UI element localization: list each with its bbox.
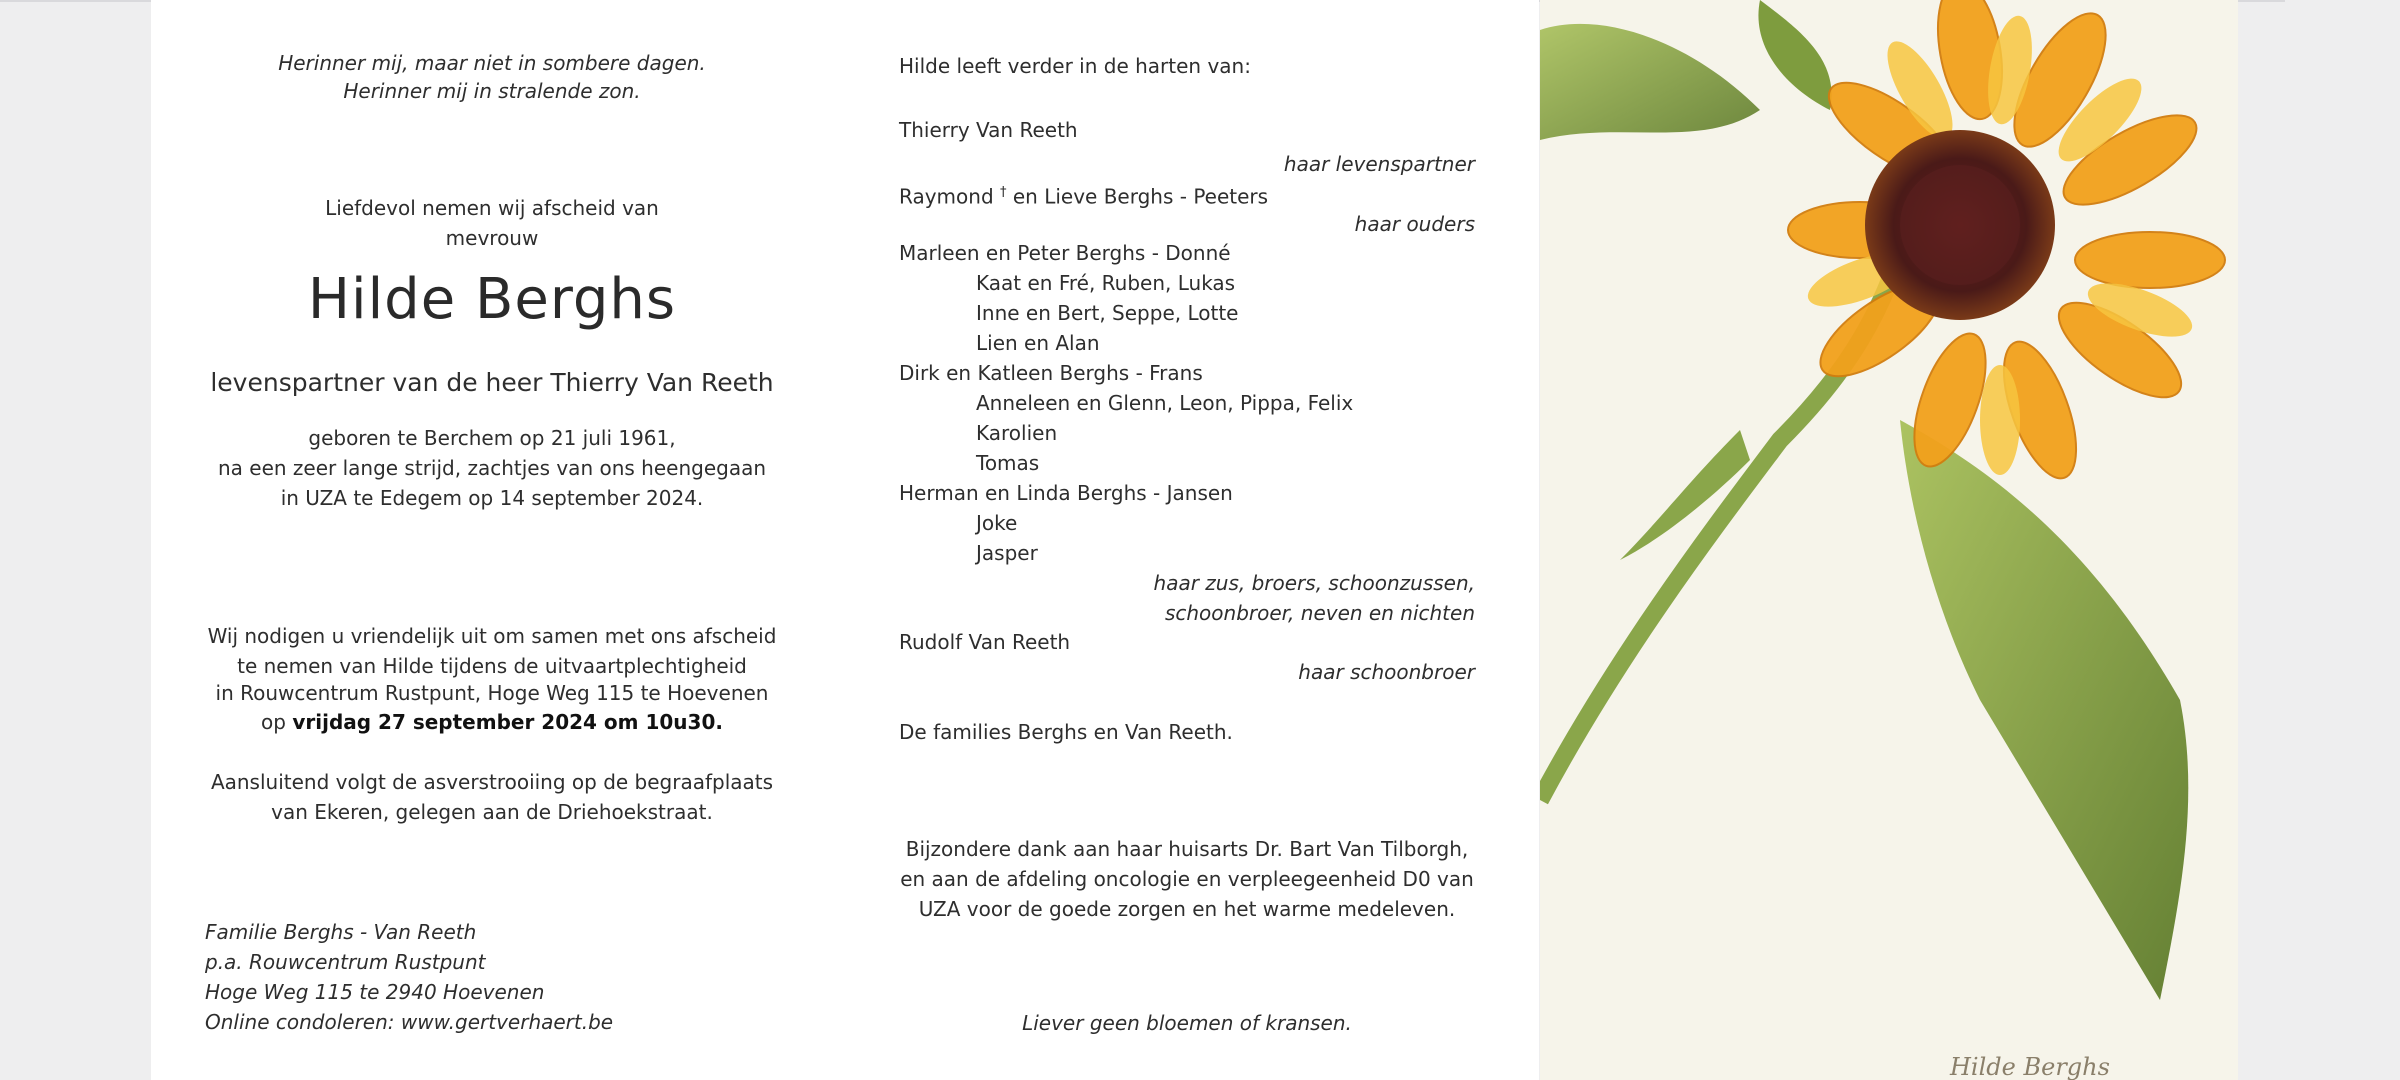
family-line: Marleen en Peter Berghs - Donné [899,241,1231,265]
invite-op: op [261,710,286,734]
address-line-4: Online condoleren: www.gertverhaert.be [205,1010,614,1034]
invite-line-3: in Rouwcentrum Rustpunt, Hoge Weg 115 te Hoevenen [215,681,769,705]
siblings-role-1: haar zus, broers, schoonzussen, [1153,571,1475,595]
thanks-line-3: UZA voor de goede zorgen en het warme medeleven. [918,897,1456,921]
parents-line [899,178,1268,212]
partner-role: haar levenspartner [1283,152,1475,176]
parents-father: Raymond [899,184,994,209]
sunflower-icon [1540,0,2238,1080]
partner-name: Thierry Van Reeth [899,118,1078,142]
family-line: Inne en Bert, Seppe, Lotte [976,301,1239,325]
partner-line: levenspartner van de heer Thierry Van Reeth [210,368,774,397]
family-line: Joke [976,511,1018,535]
cross-symbol: † [1000,185,1007,200]
svg-text:Hilde Berghs: Hilde Berghs [1950,1053,2110,1080]
invite-line-1: Wij nodigen u vriendelijk uit om samen met ons afscheid [207,624,777,648]
family-line: Herman en Linda Berghs - Jansen [899,481,1233,505]
thanks-line-2: en aan de afdeling oncologie en verpleegeenheid D0 van [900,867,1474,891]
scatter-line-1: Aansluitend volgt de asverstrooiing op de begraafplaats [210,770,774,794]
siblings-role-2: schoonbroer, neven en nichten [1164,601,1475,625]
invite-date-line [151,707,833,737]
intro-line-2: mevrouw [445,226,539,250]
quote-line-1: Herinner mij, maar niet in sombere dagen. [278,51,706,75]
family-line: Anneleen en Glenn, Leon, Pippa, Felix [976,391,1354,415]
parents-mother: en Lieve Berghs - Peeters [1012,184,1269,209]
family-line: Karolien [976,421,1058,445]
inlaw-name: Rudolf Van Reeth [899,630,1071,654]
invite-date: vrijdag 27 september 2024 om 10u30. [292,710,723,734]
deceased-name: Hilde Berghs [307,267,677,332]
family-line: Tomas [976,451,1040,475]
family-line: Kaat en Fré, Ruben, Lukas [976,271,1236,295]
birth-line-3: in UZA te Edegem op 14 september 2024. [280,486,704,510]
inlaw-role: haar schoonbroer [1298,660,1475,684]
sunflower-illustration [1540,0,2238,1080]
family-line: Jasper [976,541,1038,565]
scatter-line-2: van Ekeren, gelegen aan de Driehoekstraat. [271,800,713,824]
address-line-2: p.a. Rouwcentrum Rustpunt [205,950,486,974]
families-line: De families Berghs en Van Reeth. [899,720,1233,744]
quote-line-2: Herinner mij in stralende zon. [343,79,641,103]
birth-line-1: geboren te Berchem op 21 juli 1961, [308,426,676,450]
intro-line-1: Liefdevol nemen wij afscheid van [325,196,659,220]
survivors-heading: Hilde leeft verder in de harten van: [899,54,1251,78]
parents-role: haar ouders [1354,212,1475,236]
birth-line-2: na een zeer lange strijd, zachtjes van ons heengegaan [217,456,767,480]
address-line-3: Hoge Weg 115 te 2940 Hoevenen [205,980,545,1004]
family-line: Dirk en Katleen Berghs - Frans [899,361,1203,385]
thanks-line-1: Bijzondere dank aan haar huisarts Dr. Bart Van Tilborgh, [905,837,1469,861]
no-flowers-line: Liever geen bloemen of kransen. [1022,1011,1352,1035]
family-line: Lien en Alan [976,331,1100,355]
invite-line-2: te nemen van Hilde tijdens de uitvaartplechtigheid [237,654,747,678]
address-line-1: Familie Berghs - Van Reeth [205,920,477,944]
